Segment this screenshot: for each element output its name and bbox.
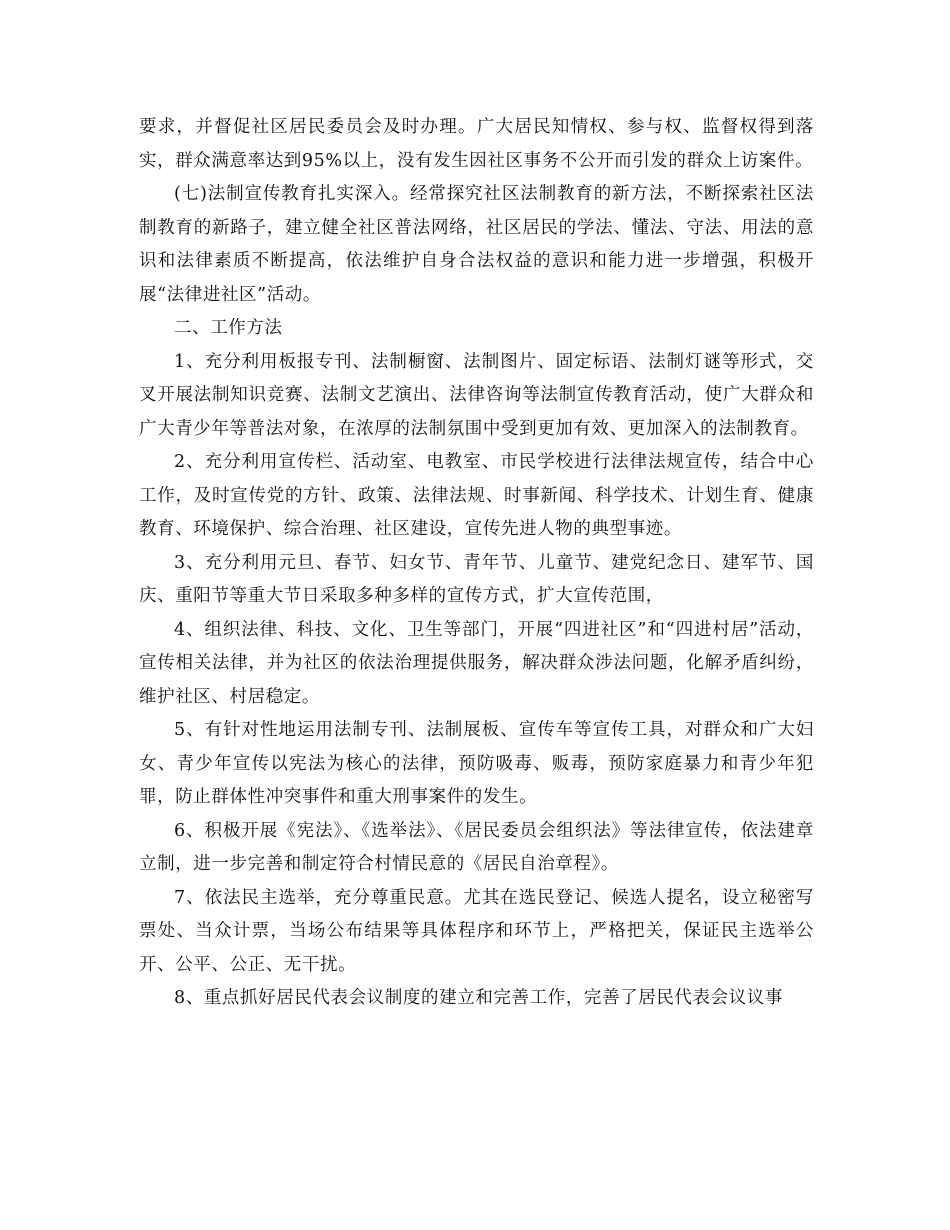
paragraph-section-7: (七)法制宣传教育扎实深入。经常探究社区法制教育的新方法，不断探索社区法制教育的新路子，建立健全社区普法网络，社区居民的学法、懂法、守法、用法的意识和法律素质不断提高，依法维护自身合法权益的意识和能力进一步增强，积极开展“法律进社区”活动。 [139, 184, 814, 305]
paragraph-method-1: 1、充分利用板报专刊、法制橱窗、法制图片、固定标语、法制灯谜等形式，交叉开展法制知识竞赛、法制文艺演出、法律咨询等法制宣传教育活动，使广大群众和广大青少年等普法对象，在浓厚的法制氛围中受到更加有效、更加深入的法制教育。 [139, 351, 814, 439]
paragraph-method-4: 4、组织法律、科技、文化、卫生等部门，开展“四进社区”和“四进村居”活动，宣传相关法律，并为社区的依法治理提供服务，解决群众涉法问题，化解矛盾纠纷，维护社区、村居稳定。 [139, 619, 814, 707]
paragraph-method-7: 7、依法民主选举，充分尊重民意。尤其在选民登记、候选人提名，设立秘密写票处、当众计票，当场公布结果等具体程序和环节上，严格把关，保证民主选举公开、公平、公正、无干扰。 [139, 887, 814, 975]
paragraph-continuation: 要求，并督促社区居民委员会及时办理。广大居民知情权、参与权、监督权得到落实，群众满意率达到95%以上，没有发生因社区事务不公开而引发的群众上访案件。 [139, 117, 814, 171]
paragraph-method-5: 5、有针对性地运用法制专刊、法制展板、宣传车等宣传工具，对群众和广大妇女、青少年宣传以宪法为核心的法律，预防吸毒、贩毒，预防家庭暴力和青少年犯罪，防止群体性冲突事件和重大刑事案件的发生。 [139, 720, 814, 807]
paragraph-method-3: 3、充分利用元旦、春节、妇女节、青年节、儿童节、建党纪念日、建军节、国庆、重阳节等重大节日采取多种多样的宣传方式，扩大宣传范围， [139, 552, 814, 606]
section-heading-work-methods: 二、工作方法 [174, 318, 283, 338]
paragraph-method-8: 8、重点抓好居民代表会议制度的建立和完善工作，完善了居民代表会议议事 [174, 988, 784, 1008]
paragraph-method-6: 6、积极开展《宪法》、《选举法》、《居民委员会组织法》等法律宣传，依法建章立制，进一步完善和制定符合村情民意的《居民自治章程》。 [139, 820, 814, 874]
document-page [139, 111, 814, 1016]
paragraph-method-2: 2、充分利用宣传栏、活动室、电教室、市民学校进行法律法规宣传，结合中心工作，及时宣传党的方针、政策、法律法规、时事新闻、科学技术、计划生育、健康教育、环境保护、综合治理、社区建设，宣传先进人物的典型事迹。 [139, 452, 814, 539]
